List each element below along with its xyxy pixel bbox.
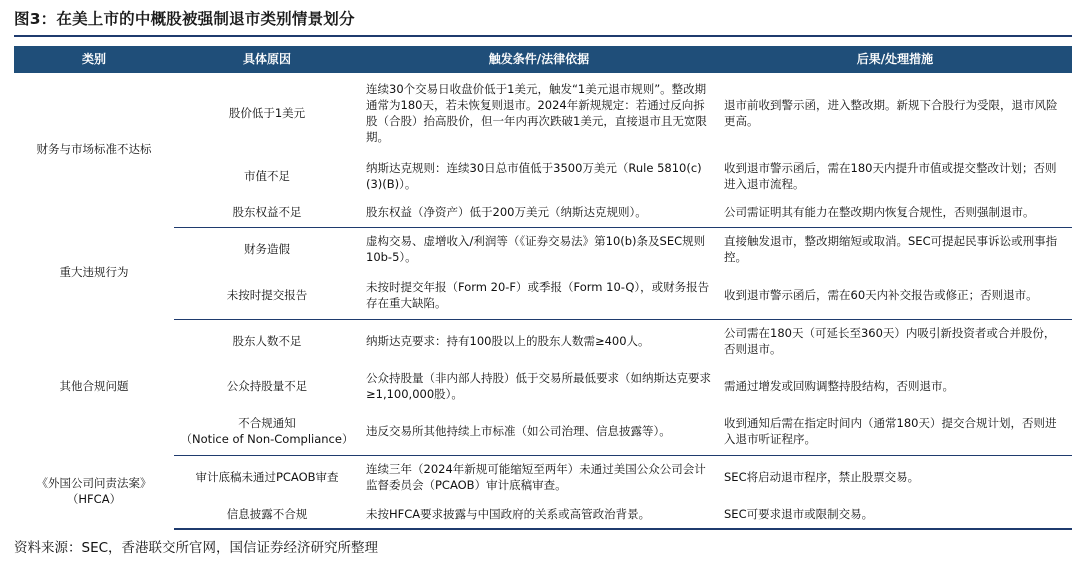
category-cell: 其他合规问题: [59, 379, 129, 394]
consequence-cell: 公司需在180天（可延长至360天）内吸引新投资者或合并股份，否则退市。: [724, 326, 1056, 357]
reason-cell: 公众持股量不足: [226, 379, 308, 394]
condition-cell: 纳斯达克规则：连续30日总市值低于3500万美元（Rule 5810(c)(3)(B)）。: [366, 161, 702, 191]
condition-cell: 违反交易所其他持续上市标准（如公司治理、信息披露等）。: [360, 409, 718, 455]
category-cell: 《外国公司问责法案》 （HFCA）: [36, 476, 152, 506]
reason-cell: 财务造假: [244, 242, 290, 257]
header-condition: 触发条件/法律依据: [360, 46, 718, 73]
category-cell: 财务与市场标准不达标: [36, 142, 152, 157]
table-row: [14, 227, 1072, 273]
reason-cell: 市值不足: [244, 169, 290, 184]
delisting-table: [14, 46, 1072, 530]
title-rule: [14, 35, 1072, 37]
consequence-cell: 直接触发退市，整改期缩短或取消。SEC可提起民事诉讼或刑事指控。: [724, 234, 1058, 265]
reason-cell: 信息披露不合规: [174, 501, 360, 529]
category-cell: 重大违规行为: [59, 265, 129, 280]
consequence-cell: SEC可要求退市或限制交易。: [718, 501, 1072, 529]
table-row: [14, 455, 1072, 501]
reason-cell: 股价低于1美元: [228, 106, 306, 121]
header-reason: 具体原因: [174, 46, 360, 73]
condition-cell: 纳斯达克要求：持有100股以上的股东人数需≥400人。: [366, 334, 650, 349]
reason-cell: 股东人数不足: [232, 334, 302, 349]
condition-cell: 股东权益（净资产）低于200万美元（纳斯达克规则）。: [360, 199, 718, 227]
condition-cell: 未按时提交年报（Form 20-F）或季报（Form 10-Q），或财务报告存在重大缺陷。: [360, 273, 718, 319]
consequence-cell: 收到退市警示函后，需在60天内补交报告或修正；否则退市。: [718, 273, 1072, 319]
consequence-cell: 需通过增发或回购调整持股结构，否则退市。: [724, 379, 954, 394]
consequence-cell: 收到退市警示函后，需在180天内提升市值或提交整改计划；否则进入退市流程。: [724, 161, 1057, 191]
condition-cell: 虚构交易、虚增收入/利润等（《证券交易法》第10(b)条及SEC规则10b-5）。: [366, 234, 706, 265]
source-note: 资料来源：SEC，香港联交所官网，国信证券经济研究所整理: [14, 540, 379, 556]
condition-cell: 连续三年（2024年新规可能缩短至两年）未通过美国公众公司会计监督委员会（PCAOB）审计底稿审查。: [366, 462, 706, 493]
condition-cell: 连续30个交易日收盘价低于1美元，触发“1美元退市规则”。整改期通常为180天，若未恢复则退市。2024年新规规定：若通过反向拆股（合股）抬高股价，但一年内再次跌破1美元，直接退市且无宽限期。: [366, 82, 707, 144]
reason-cell: 审计底稿未通过PCAOB审查: [195, 470, 339, 485]
table-row: [14, 73, 1072, 155]
reason-cell: 未按时提交报告: [174, 273, 360, 319]
consequence-cell: 退市前收到警示函，进入整改期。新规下合股行为受限，退市风险更高。: [724, 98, 1058, 128]
consequence-cell: 收到通知后需在指定时间内（通常180天）提交合规计划，否则进入退市听证程序。: [718, 409, 1072, 455]
consequence-cell: SEC将启动退市程序，禁止股票交易。: [724, 470, 920, 485]
header-category: 类别: [14, 46, 174, 73]
condition-cell: 未按HFCA要求披露与中国政府的关系或高管政治背景。: [360, 501, 718, 529]
header-consequence: 后果/处理措施: [718, 46, 1072, 73]
reason-cell: 股东权益不足: [174, 199, 360, 227]
consequence-cell: 公司需证明其有能力在整改期内恢复合规性，否则强制退市。: [718, 199, 1072, 227]
figure-title: 图3：在美上市的中概股被强制退市类别情景划分: [14, 10, 355, 28]
table-row: [14, 319, 1072, 365]
reason-cell: 不合规通知 （Notice of Non-Compliance）: [174, 409, 360, 455]
table-header-row: [14, 46, 1072, 73]
condition-cell: 公众持股量（非内部人持股）低于交易所最低要求（如纳斯达克要求≥1,100,000股）。: [366, 371, 711, 401]
